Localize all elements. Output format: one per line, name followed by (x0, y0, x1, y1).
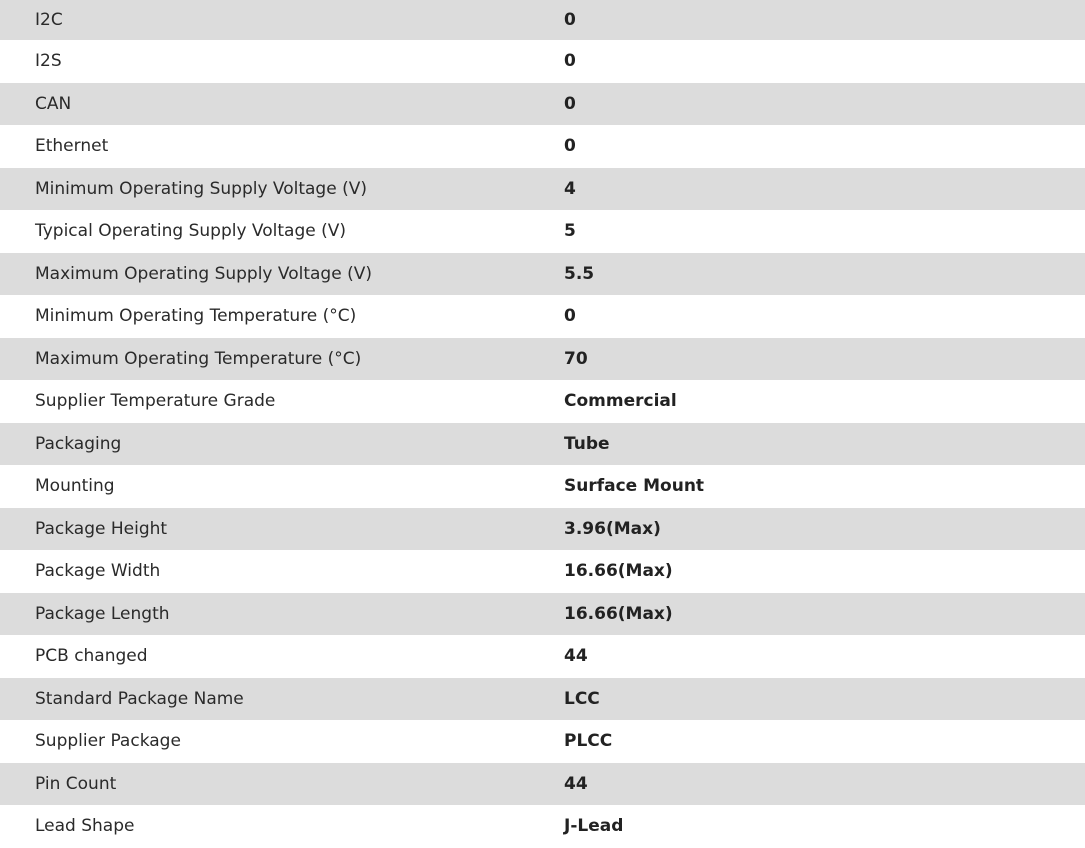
table-row (0, 380, 1085, 423)
table-row (0, 40, 1085, 83)
spec-value: 70 (564, 348, 588, 369)
spec-value: 44 (564, 773, 588, 794)
spec-name: Ethernet (35, 136, 109, 157)
spec-name: Lead Shape (35, 816, 135, 837)
spec-name: I2C (35, 10, 63, 30)
table-row (0, 465, 1085, 508)
spec-value: 4 (564, 178, 576, 199)
spec-name: Package Height (35, 518, 168, 539)
table-row (0, 168, 1085, 211)
spec-name: Minimum Operating Temperature (°C) (35, 306, 357, 327)
spec-value: Commercial (564, 391, 677, 412)
spec-name: Pin Count (35, 773, 117, 794)
spec-value: 0 (564, 306, 576, 327)
spec-name: Packaging (35, 433, 122, 454)
spec-value: 0 (564, 93, 576, 114)
spec-name: Minimum Operating Supply Voltage (V) (35, 178, 367, 199)
spec-name: Package Length (35, 603, 170, 624)
spec-name: Typical Operating Supply Voltage (V) (35, 221, 346, 242)
spec-value: 5 (564, 221, 576, 242)
spec-value: 0 (564, 51, 576, 72)
table-row (0, 550, 1085, 593)
table-row (0, 720, 1085, 763)
spec-value: 3.96(Max) (564, 518, 661, 539)
table-row (0, 338, 1085, 381)
spec-name: Standard Package Name (35, 688, 244, 709)
table-row (0, 0, 1085, 40)
spec-value: Surface Mount (564, 476, 705, 497)
table-row (0, 508, 1085, 551)
spec-value: Tube (564, 433, 610, 454)
spec-value: 0 (564, 10, 576, 30)
table-row (0, 125, 1085, 168)
spec-name: I2S (35, 51, 62, 72)
spec-value: PLCC (564, 731, 613, 752)
table-row (0, 83, 1085, 126)
spec-value: J-Lead (564, 816, 624, 837)
spec-name: PCB changed (35, 646, 148, 667)
table-row (0, 210, 1085, 253)
table-row (0, 678, 1085, 721)
table-row (0, 295, 1085, 338)
spec-value: 16.66(Max) (564, 561, 673, 582)
spec-name: Maximum Operating Supply Voltage (V) (35, 263, 372, 284)
table-row (0, 423, 1085, 466)
table-row (0, 635, 1085, 678)
table-row (0, 763, 1085, 806)
spec-name: Package Width (35, 561, 161, 582)
spec-value: 0 (564, 136, 576, 157)
spec-value: 5.5 (564, 263, 595, 284)
table-row (0, 593, 1085, 636)
table-row (0, 805, 1085, 848)
spec-name: Maximum Operating Temperature (°C) (35, 348, 362, 369)
spec-value: LCC (564, 688, 600, 709)
spec-name: Supplier Package (35, 731, 181, 752)
table-row (0, 253, 1085, 296)
spec-name: Mounting (35, 476, 115, 497)
spec-name: Supplier Temperature Grade (35, 391, 276, 412)
spec-value: 16.66(Max) (564, 603, 673, 624)
spec-name: CAN (35, 93, 72, 114)
spec-value: 44 (564, 646, 588, 667)
